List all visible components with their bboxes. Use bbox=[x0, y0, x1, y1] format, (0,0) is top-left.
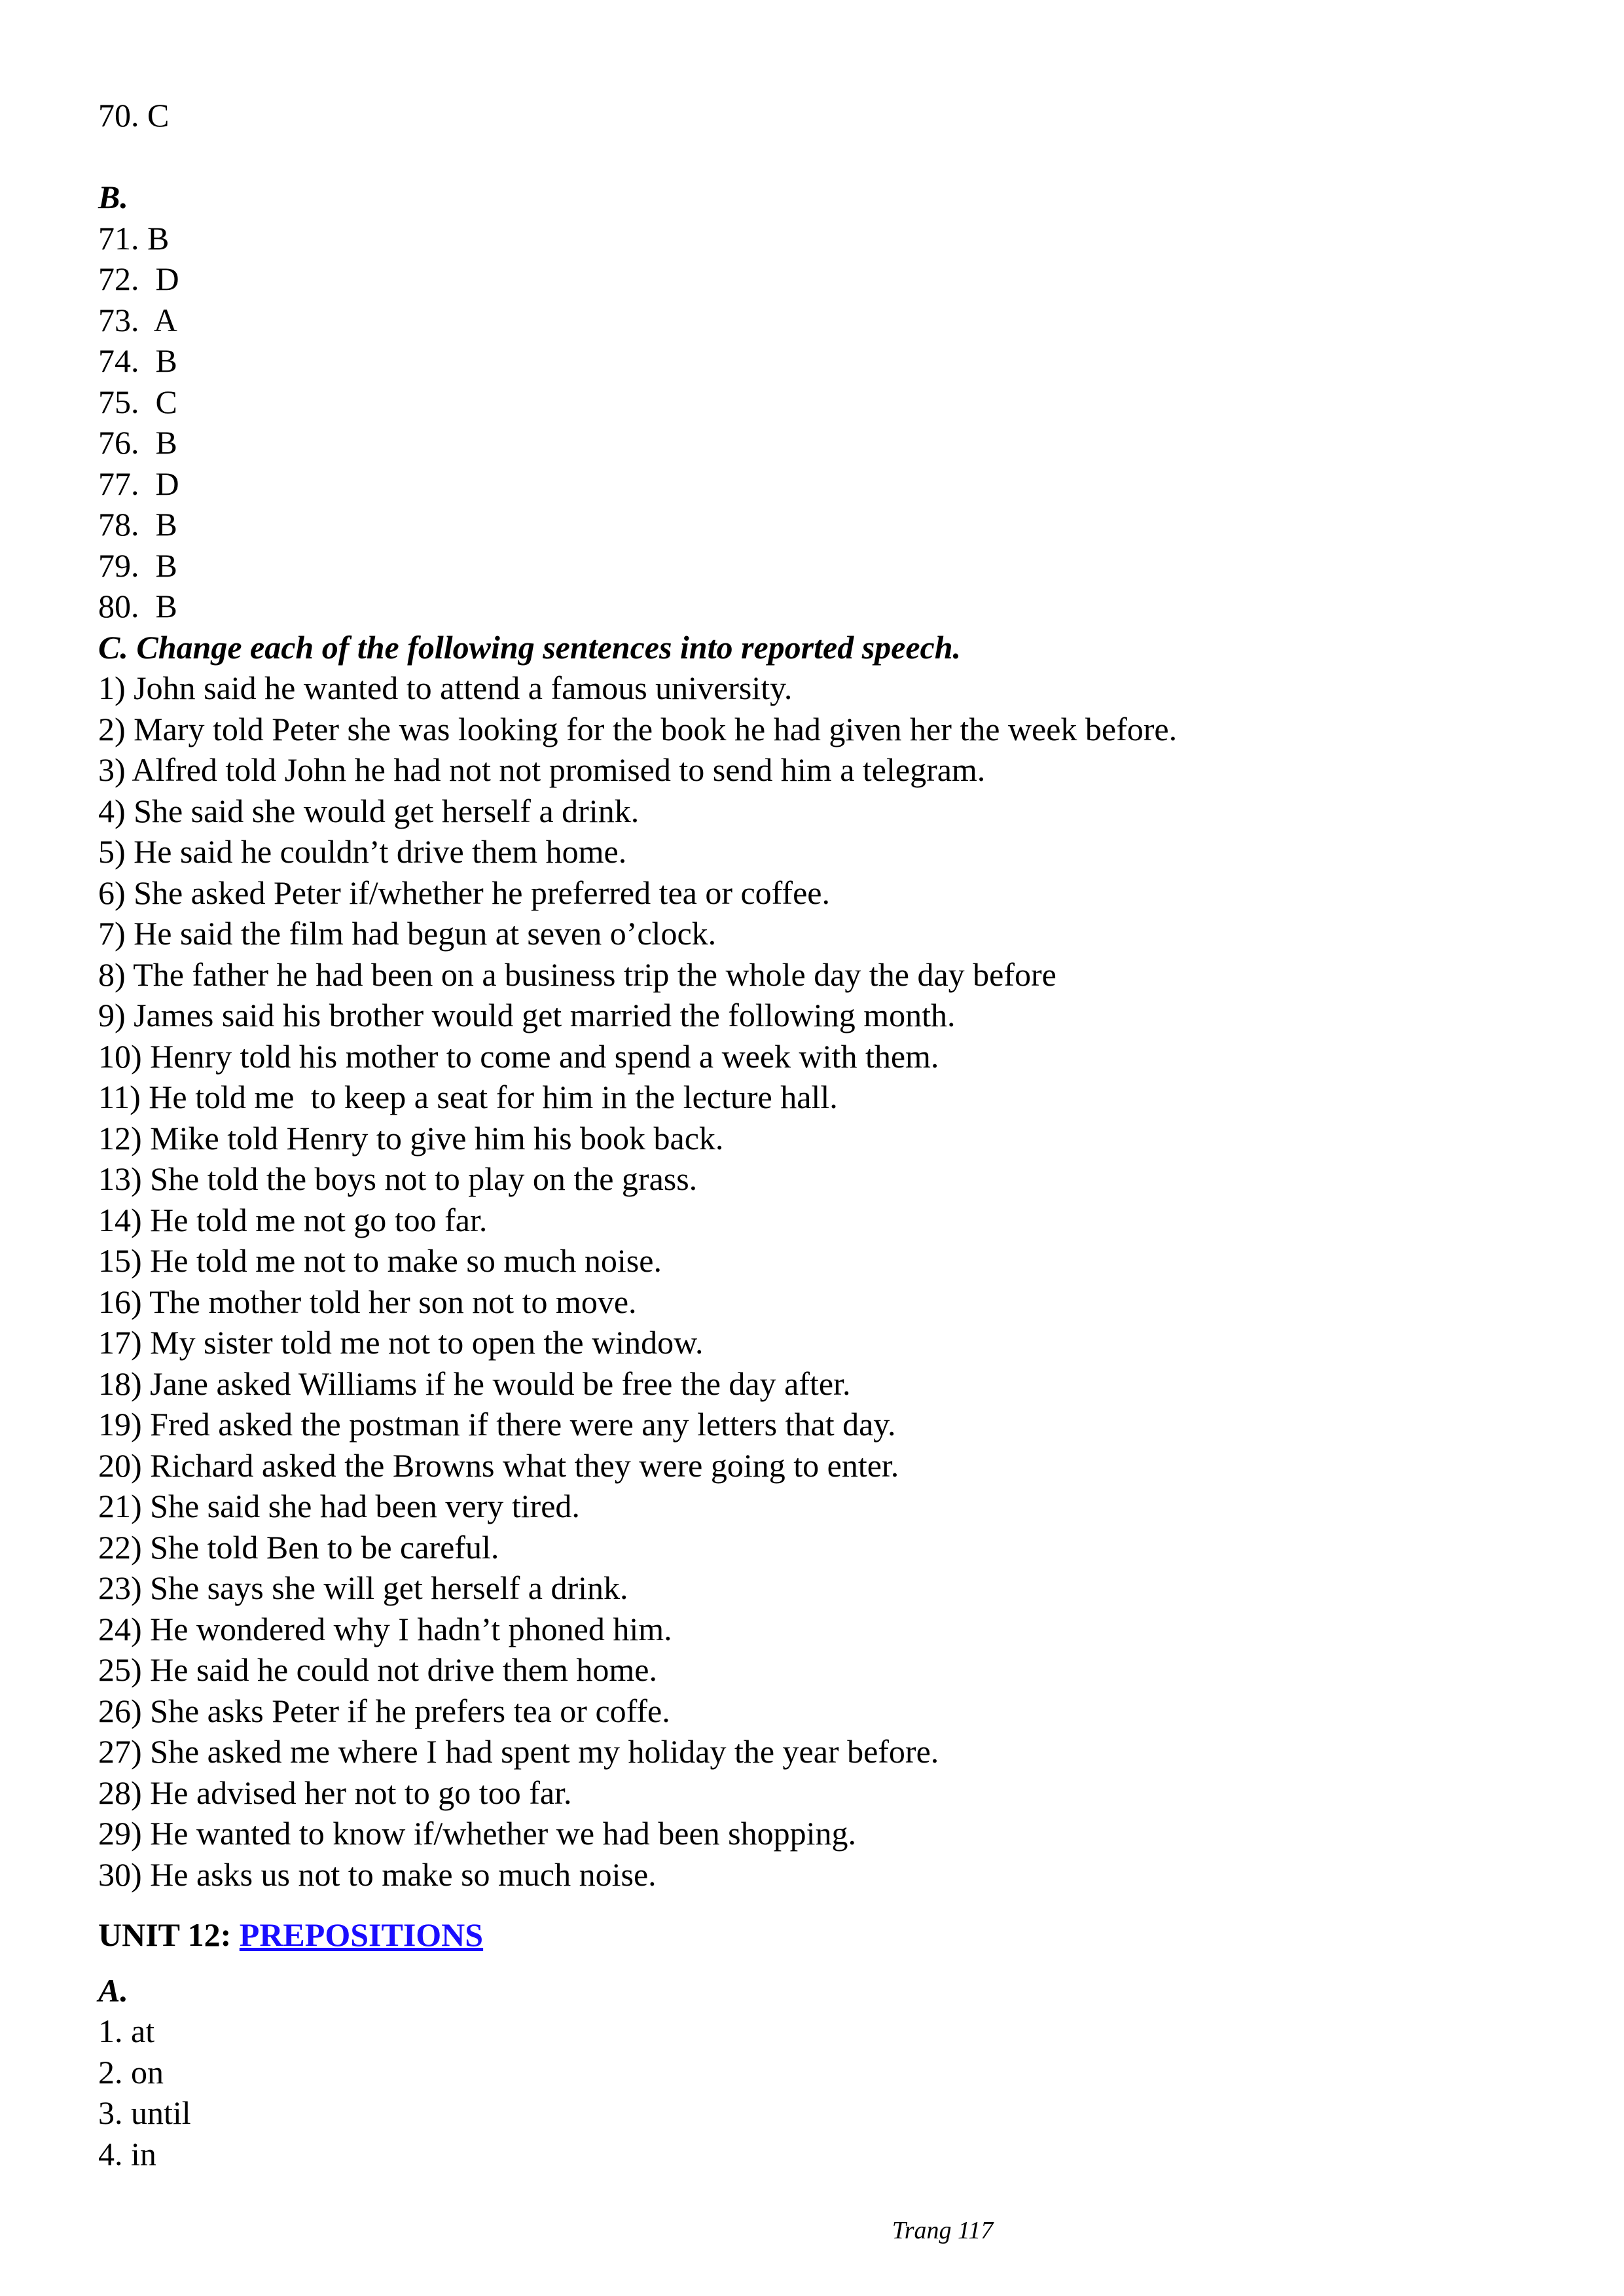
sentence-item: 6) She asked Peter if/whether he preferred tea or coffee. bbox=[98, 874, 830, 911]
sentence-item: 12) Mike told Henry to give him his book back. bbox=[98, 1119, 724, 1157]
sentence-item: 20) Richard asked the Browns what they were going to enter. bbox=[98, 1446, 899, 1484]
sentence-item: 29) He wanted to know if/whether we had been shopping. bbox=[98, 1815, 857, 1852]
unit-heading bbox=[98, 1914, 1538, 1956]
sentence-item: 28) He advised her not to go too far. bbox=[98, 1774, 572, 1811]
section-c bbox=[98, 627, 1538, 1895]
section-b-label: B. bbox=[98, 179, 128, 215]
sentence-item: 25) He said he could not drive them home. bbox=[98, 1651, 657, 1688]
document-page bbox=[98, 95, 1538, 2174]
sentence-item: 1) John said he wanted to attend a famous university. bbox=[98, 670, 793, 706]
answer-item: 4. in bbox=[98, 2135, 156, 2172]
answer-item: 76. B bbox=[98, 424, 177, 461]
answer-item: 2. on bbox=[98, 2053, 164, 2090]
sentence-item: 11) He told me to keep a seat for him in the lecture hall. bbox=[98, 1079, 838, 1115]
section-a-label: A. bbox=[98, 1971, 128, 2009]
sentence-item: 19) Fred asked the postman if there were any letters that day. bbox=[98, 1406, 896, 1443]
answer-item: 79. B bbox=[98, 547, 177, 584]
sentence-item: 2) Mary told Peter she was looking for the book he had given her the week before. bbox=[98, 710, 1178, 747]
section-c-heading: C. Change each of the following sentences into reported speech. bbox=[98, 628, 962, 666]
unit-title-link[interactable]: PREPOSITIONS bbox=[239, 1916, 484, 1953]
answer-item: 74. B bbox=[98, 342, 177, 379]
section-b bbox=[98, 177, 1538, 627]
sentence-item: 13) She told the boys not to play on the grass. bbox=[98, 1160, 698, 1197]
sentence-item: 23) She says she will get herself a drink. bbox=[98, 1570, 628, 1606]
sentence-item: 5) He said he couldn’t drive them home. bbox=[98, 833, 627, 870]
section-a bbox=[98, 1970, 1538, 2175]
sentence-item: 21) She said she had been very tired. bbox=[98, 1488, 580, 1524]
sentence-item: 30) He asks us not to make so much noise. bbox=[98, 1856, 657, 1893]
sentence-item: 9) James said his brother would get married the following month. bbox=[98, 997, 956, 1033]
sentence-item: 17) My sister told me not to open the window. bbox=[98, 1324, 704, 1361]
sentence-item: 26) She asks Peter if he prefers tea or coffe. bbox=[98, 1692, 670, 1729]
spacer bbox=[98, 136, 1538, 177]
answer-item: 77. D bbox=[98, 465, 179, 502]
unit-prefix: UNIT 12: bbox=[98, 1916, 240, 1953]
answer-item: 73. A bbox=[98, 301, 177, 338]
answer-item: 1. at bbox=[98, 2013, 155, 2049]
answer-item: 80. B bbox=[98, 588, 177, 624]
sentence-item: 24) He wondered why I hadn’t phoned him. bbox=[98, 1610, 672, 1647]
answer-item: 75. C bbox=[98, 383, 177, 420]
sentence-item: 4) She said she would get herself a drink. bbox=[98, 792, 640, 829]
answer-item: 78. B bbox=[98, 506, 177, 543]
page-number: Trang 117 bbox=[892, 2217, 994, 2244]
sentence-item: 22) She told Ben to be careful. bbox=[98, 1528, 499, 1566]
answer-item: 3. until bbox=[98, 2094, 191, 2131]
sentence-item: 27) She asked me where I had spent my holiday the year before. bbox=[98, 1733, 939, 1770]
sentence-item: 3) Alfred told John he had not not promised to send him a telegram. bbox=[98, 751, 986, 788]
sentence-item: 16) The mother told her son not to move. bbox=[98, 1283, 637, 1320]
sentence-item: 14) He told me not go too far. bbox=[98, 1201, 488, 1238]
sentence-item: 18) Jane asked Williams if he would be free the day after. bbox=[98, 1365, 851, 1402]
sentence-item: 8) The father he had been on a business trip the whole day the day before bbox=[98, 956, 1056, 993]
answer-70: 70. C bbox=[98, 97, 170, 134]
sentence-item: 7) He said the film had begun at seven o’clock. bbox=[98, 915, 717, 952]
answer-item: 71. B bbox=[98, 219, 170, 257]
sentence-item: 10) Henry told his mother to come and spend a week with them. bbox=[98, 1037, 939, 1075]
sentence-item: 15) He told me not to make so much noise. bbox=[98, 1242, 662, 1279]
answer-item: 72. D bbox=[98, 260, 179, 297]
